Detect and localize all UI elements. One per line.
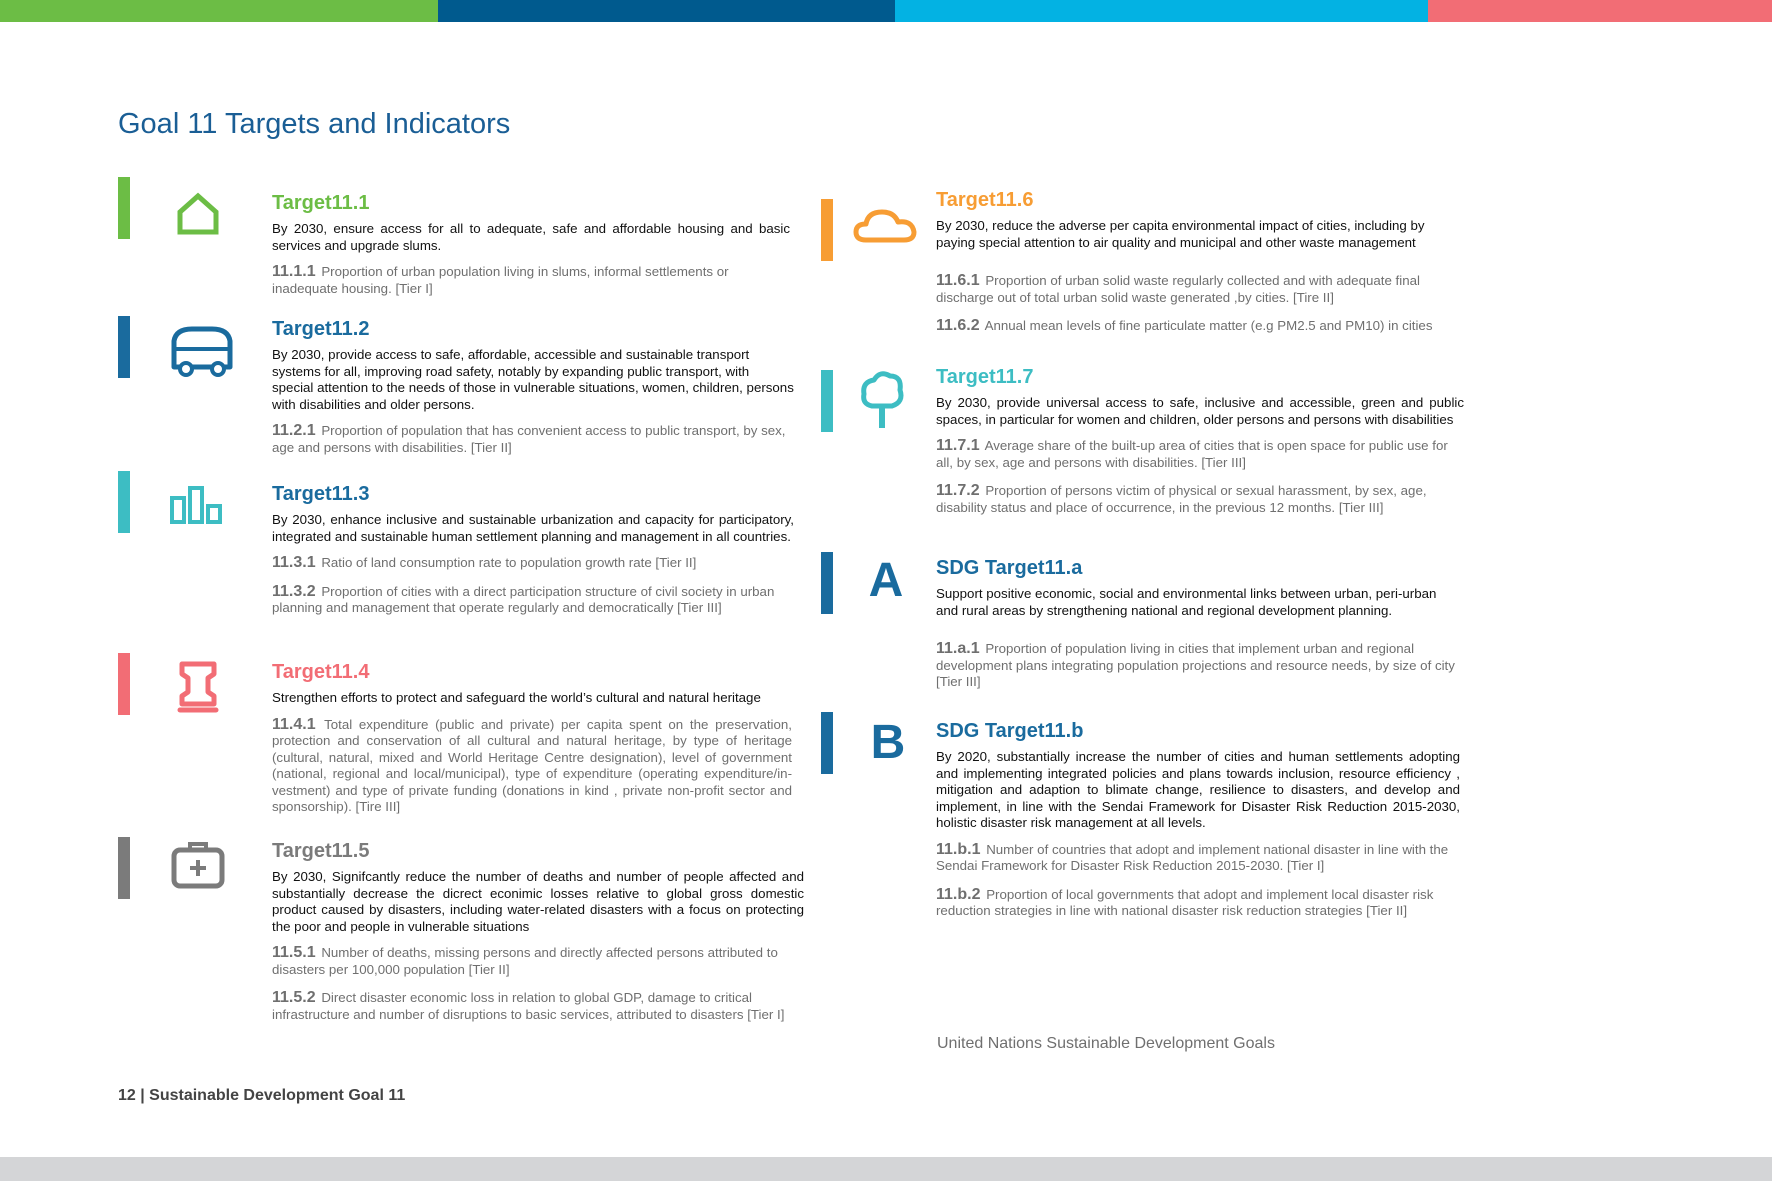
- bottom-gray-bar: [0, 1157, 1772, 1181]
- tree-icon: [844, 366, 924, 436]
- indicator: [936, 483, 1464, 516]
- target-body: [272, 840, 804, 1035]
- letter-b-icon: B: [870, 716, 906, 769]
- indicator: [936, 887, 1460, 920]
- target-body: [272, 661, 792, 828]
- indicator-number: 11.5.1: [272, 944, 316, 961]
- target-title: Target11.2: [272, 318, 370, 340]
- target-title: Target11.4: [272, 661, 370, 683]
- indicator-text: Direct disaster economic loss in relation to global GDP, damage to critical infrastructure and number of disruptions to basic services, attributed to disasters [Tier I]: [272, 990, 785, 1022]
- first-aid-kit-icon: [158, 832, 238, 902]
- accent-bar: [118, 653, 130, 715]
- buildings-icon: [160, 470, 240, 540]
- indicator-number: 11.3.2: [272, 582, 316, 600]
- top-bar-navy: [438, 0, 895, 22]
- accent-bar: [821, 199, 833, 261]
- indicator: [272, 555, 794, 572]
- target-body: [272, 483, 794, 629]
- accent-bar: [118, 316, 130, 378]
- target-title: SDG Target11.b: [936, 720, 1084, 742]
- indicator: [272, 264, 790, 297]
- indicator-number: 11.b.2: [936, 885, 981, 903]
- indicator-text: Proportion of population that has convenient access to public transport, by sex, age and persons with disabilities. [Tier II]: [272, 423, 786, 455]
- indicator-text: Proportion of persons victim of physical or sexual harassment, by sex, age, disability status and place of occurrence, in the previous 12 months. [Tier III]: [936, 483, 1427, 515]
- target-description: By 2030, enhance inclusive and sustainable urbanization and capacity for participatory, integrated and sustainable human settlement planning and management in all countries.: [272, 512, 794, 544]
- indicator-text: Proportion of cities with a direct participation structure of civil society in urban planning and management that operate regularly and democratically [Tier III]: [272, 583, 775, 615]
- indicator-text: Annual mean levels of fine particulate matter (e.g PM2.5 and PM10) in cities: [984, 318, 1433, 333]
- target-description: By 2030, Signifcantly reduce the number of deaths and number of people affected and substantially decrease the dicrect econimic losses relative to global gross domestic product caused by disasters, including water-related disasters with a focus on protecting the poor and people in vulnerable situations: [272, 869, 804, 934]
- indicator-number: 11.b.1: [936, 840, 981, 858]
- indicator: [936, 438, 1464, 471]
- indicator-text: Proportion of local governments that adopt and implement local disaster risk reduction strategies in line with national disaster risk reduction strategies [Tier II]: [936, 886, 1434, 918]
- target-description: Support positive economic, social and environmental links between urban, peri-urban and rural areas by strengthening national and regional development planning.: [936, 586, 1437, 618]
- target-description: By 2030, reduce the adverse per capita environmental impact of cities, including by paying special attention to air quality and municipal and other waste management: [936, 218, 1425, 250]
- target-body: [936, 189, 1466, 347]
- target-description: By 2030, provide access to safe, affordable, accessible and sustainable transport systems for all, improving road safety, notably by expanding public transport, with special attention to the needs of those in vulnerable situations, women, children, persons with disabilities and older persons.: [272, 347, 794, 412]
- target-body: [936, 720, 1460, 932]
- page-title: Goal 11 Targets and Indicators: [118, 108, 511, 140]
- target-description: By 2020, substantially increase the number of cities and human settlements adopting and implementing integrated policies and plans towards inclusion, resource efficiency , mitigation and adaption to blimate change, resilience to disasters, and develop and implement, in line with the Sendai Framework for Disaster Risk Reduction 2015-2030, holistic disaster risk management at all levels.: [936, 749, 1460, 830]
- indicator-number: 11.7.2: [936, 482, 980, 499]
- target-description: Strengthen efforts to protect and safeguard the world’s cultural and natural heritage: [272, 690, 761, 705]
- target-title: Target11.7: [936, 366, 1034, 388]
- indicator-number: 11.a.1: [936, 640, 980, 657]
- indicator-text: Proportion of urban solid waste regularly collected and with adequate final discharge out of total urban solid waste generated ,by cities. [Tire II]: [936, 273, 1420, 305]
- accent-bar: [118, 471, 130, 533]
- target-title: Target11.1: [272, 192, 370, 214]
- top-bar-cyan: [895, 0, 1428, 22]
- top-bar-green: [0, 0, 438, 22]
- target-body: [272, 318, 794, 468]
- accent-bar: [118, 837, 130, 899]
- top-color-bar: [0, 0, 1772, 22]
- indicator: [936, 641, 1460, 691]
- target-body: [936, 366, 1464, 528]
- indicator-number: 11.1.1: [272, 263, 316, 280]
- target-title: Target11.5: [272, 840, 370, 862]
- indicator-number: 11.6.1: [936, 272, 980, 289]
- indicator-text: Number of deaths, missing persons and directly affected persons attributed to disasters per 100,000 population [Tier II]: [272, 945, 778, 977]
- top-bar-coral: [1428, 0, 1772, 22]
- accent-bar: [118, 177, 130, 239]
- indicator: [936, 318, 1466, 335]
- indicator: [272, 990, 804, 1023]
- indicator: [272, 423, 794, 456]
- indicator: [272, 584, 794, 617]
- indicator-number: 11.3.1: [272, 554, 316, 571]
- indicator: [272, 717, 792, 816]
- target-body: [272, 192, 790, 309]
- target-description: By 2030, ensure access for all to adequate, safe and affordable housing and basic services and upgrade slums.: [272, 221, 790, 253]
- indicator-text: Average share of the built-up area of cities that is open space for public use for all, by sex, age and persons with disabilities. [Tier III]: [936, 438, 1448, 470]
- target-body: [936, 557, 1460, 703]
- indicator: [272, 945, 804, 978]
- house-icon: [158, 180, 238, 250]
- indicator: [936, 842, 1460, 875]
- indicator-text: Proportion of population living in cities that implement urban and regional development plans integrating population projections and resource needs, by size of city [Tier III]: [936, 641, 1455, 689]
- target-title: Target11.6: [936, 189, 1034, 211]
- indicator-number: 11.5.2: [272, 989, 316, 1006]
- indicator-text: Number of countries that adopt and implement national disaster in line with the Sendai Framework for Disaster Risk Reduction 2015-2030. [Tier I]: [936, 841, 1449, 873]
- target-title: SDG Target11.a: [936, 557, 1083, 579]
- indicator: [936, 273, 1466, 306]
- indicator-number: 11.7.1: [936, 437, 980, 454]
- accent-bar: [821, 712, 833, 774]
- indicator-number: 11.6.2: [936, 317, 980, 334]
- indicator-text: Ratio of land consumption rate to population growth rate [Tier II]: [321, 555, 697, 570]
- footer-page-label: 12 | Sustainable Development Goal 11: [118, 1087, 406, 1104]
- accent-bar: [821, 370, 833, 432]
- cloud-icon: [846, 194, 926, 264]
- bus-icon: [162, 315, 242, 385]
- footer-publisher: United Nations Sustainable Development Goals: [937, 1035, 1275, 1052]
- target-description: By 2030, provide universal access to safe, inclusive and accessible, green and public spaces, in particular for women and children, older persons and persons with disabilities: [936, 395, 1464, 427]
- indicator-number: 11.4.1: [272, 715, 316, 733]
- target-title: Target11.3: [272, 483, 370, 505]
- indicator-text: Total expenditure (public and private) per capita spent on the preservation, protection and conservation of all cultural and natural heritage, by type of heritage (cultural, natural, mixed and World Heritage Centre designation), level of government (national, regional and local/municipal), type of expenditure (operating expenditure/in-vestment) and type of private funding (donations in kind , private non-profit sector and sponsorship). [Tire III]: [272, 716, 792, 814]
- heritage-column-icon: [158, 652, 238, 722]
- letter-a-icon: A: [868, 554, 904, 607]
- indicator-number: 11.2.1: [272, 422, 316, 439]
- indicator-text: Proportion of urban population living in slums, informal settlements or inadequate housing. [Tier I]: [272, 264, 729, 296]
- accent-bar: [821, 552, 833, 614]
